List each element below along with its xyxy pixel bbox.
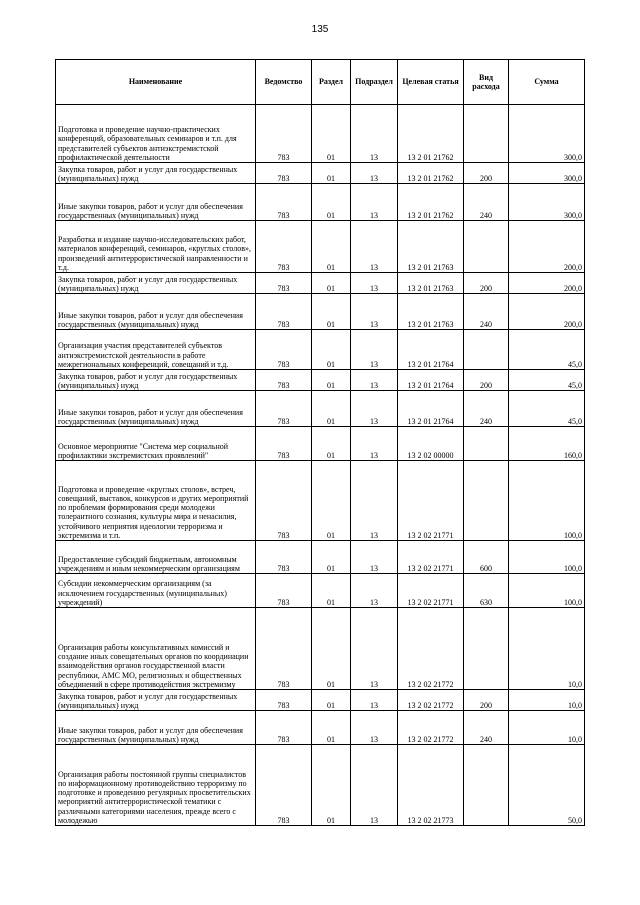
cell-name: Подготовка и проведение «круглых столов», встреч, совещаний, выставок, конкурсов и других мероприятий по проблемам формирования среди молодежи толерантного сознания, культуры мира и ненасилия, устойчивого неприятия идеологии терроризма и экстремизма и т.п. (56, 461, 256, 541)
cell-subsection: 13 (351, 574, 398, 608)
cell-target-article: 13 2 01 21762 (398, 105, 464, 163)
cell-name: Основное мероприятие "Система мер социальной профилактики экстремистских проявлений" (56, 427, 256, 461)
cell-section: 01 (312, 690, 351, 711)
cell-target-article: 13 2 01 21762 (398, 163, 464, 184)
cell-section: 01 (312, 461, 351, 541)
cell-expense-type (464, 745, 509, 826)
cell-section: 01 (312, 163, 351, 184)
cell-target-article: 13 2 02 21772 (398, 608, 464, 690)
cell-name: Иные закупки товаров, работ и услуг для обеспечения государственных (муниципальных) нужд (56, 711, 256, 745)
cell-target-article: 13 2 01 21764 (398, 391, 464, 427)
cell-amount: 200,0 (509, 221, 585, 273)
cell-section: 01 (312, 608, 351, 690)
table-row (56, 370, 585, 391)
cell-amount: 45,0 (509, 330, 585, 370)
cell-department: 783 (256, 105, 312, 163)
cell-target-article: 13 2 02 21771 (398, 541, 464, 574)
cell-name: Организация работы постоянной группы специалистов по информационному противодействию терроризму по подготовке и проведению регулярных просветительских мероприятий антитеррористической тематики с различными категориями населения, прежде всего с молодежью (56, 745, 256, 826)
cell-target-article: 13 2 01 21763 (398, 294, 464, 330)
cell-expense-type: 240 (464, 391, 509, 427)
cell-name: Организация участия представителей субъектов антиэкстремистской деятельности в работе межрегиональных конференций, совещаний и т.д. (56, 330, 256, 370)
cell-amount: 100,0 (509, 541, 585, 574)
cell-amount: 50,0 (509, 745, 585, 826)
header-target-article: Целевая статья (398, 60, 464, 105)
cell-amount: 100,0 (509, 461, 585, 541)
cell-section: 01 (312, 273, 351, 294)
header-amount: Сумма (509, 60, 585, 105)
cell-expense-type (464, 221, 509, 273)
cell-expense-type (464, 427, 509, 461)
cell-department: 783 (256, 370, 312, 391)
table-row (56, 163, 585, 184)
table-row (56, 184, 585, 221)
cell-subsection: 13 (351, 608, 398, 690)
table-row (56, 221, 585, 273)
cell-expense-type: 200 (464, 273, 509, 294)
cell-expense-type: 240 (464, 294, 509, 330)
cell-name: Иные закупки товаров, работ и услуг для обеспечения государственных (муниципальных) нужд (56, 294, 256, 330)
cell-name: Закупка товаров, работ и услуг для государственных (муниципальных) нужд (56, 690, 256, 711)
cell-section: 01 (312, 574, 351, 608)
table-row (56, 105, 585, 163)
cell-department: 783 (256, 163, 312, 184)
budget-table (55, 59, 585, 826)
cell-amount: 45,0 (509, 391, 585, 427)
cell-amount: 300,0 (509, 184, 585, 221)
cell-subsection: 13 (351, 370, 398, 391)
cell-expense-type (464, 105, 509, 163)
table-row (56, 690, 585, 711)
cell-target-article: 13 2 01 21763 (398, 221, 464, 273)
cell-amount: 10,0 (509, 608, 585, 690)
cell-section: 01 (312, 427, 351, 461)
cell-department: 783 (256, 294, 312, 330)
cell-name: Предоставление субсидий бюджетным, автономным учреждениям и иным некоммерческим организациям (56, 541, 256, 574)
cell-target-article: 13 2 01 21763 (398, 273, 464, 294)
table-row (56, 711, 585, 745)
cell-department: 783 (256, 690, 312, 711)
cell-subsection: 13 (351, 541, 398, 574)
cell-expense-type: 200 (464, 370, 509, 391)
cell-section: 01 (312, 330, 351, 370)
cell-target-article: 13 2 02 21772 (398, 711, 464, 745)
cell-subsection: 13 (351, 427, 398, 461)
cell-department: 783 (256, 574, 312, 608)
cell-expense-type (464, 330, 509, 370)
cell-expense-type (464, 608, 509, 690)
table-row (56, 574, 585, 608)
cell-department: 783 (256, 711, 312, 745)
cell-section: 01 (312, 745, 351, 826)
cell-name: Разработка и издание научно-исследовательских работ, материалов конференций, семинаров, «круглых столов», произведений антитеррористической направленности и т.д. (56, 221, 256, 273)
cell-name: Субсидии некоммерческим организациям (за исключением государственных (муниципальных) учреждений) (56, 574, 256, 608)
cell-name: Организация работы консультативных комиссий и создание иных совещательных органов по координации взаимодействия органов государственной власти республики, АМС МО, религиозных и общественных объединений в сфере противодействия экстремизму (56, 608, 256, 690)
cell-amount: 10,0 (509, 690, 585, 711)
cell-name: Иные закупки товаров, работ и услуг для обеспечения государственных (муниципальных) нужд (56, 184, 256, 221)
cell-name: Закупка товаров, работ и услуг для государственных (муниципальных) нужд (56, 163, 256, 184)
table-row (56, 273, 585, 294)
cell-amount: 10,0 (509, 711, 585, 745)
cell-department: 783 (256, 427, 312, 461)
cell-amount: 100,0 (509, 574, 585, 608)
cell-amount: 160,0 (509, 427, 585, 461)
cell-department: 783 (256, 273, 312, 294)
table-row (56, 461, 585, 541)
cell-department: 783 (256, 541, 312, 574)
cell-section: 01 (312, 105, 351, 163)
cell-section: 01 (312, 541, 351, 574)
table-header-row (56, 60, 585, 105)
cell-amount: 300,0 (509, 163, 585, 184)
cell-section: 01 (312, 391, 351, 427)
cell-target-article: 13 2 02 21772 (398, 690, 464, 711)
cell-section: 01 (312, 370, 351, 391)
cell-name: Подготовка и проведение научно-практических конференций, образовательных семинаров и т.п. для представителей субъектов антиэкстремистской профилактической деятельности (56, 105, 256, 163)
cell-department: 783 (256, 391, 312, 427)
cell-target-article: 13 2 02 21771 (398, 574, 464, 608)
cell-section: 01 (312, 294, 351, 330)
table-row (56, 427, 585, 461)
cell-subsection: 13 (351, 330, 398, 370)
cell-subsection: 13 (351, 163, 398, 184)
cell-subsection: 13 (351, 391, 398, 427)
table-row (56, 745, 585, 826)
cell-department: 783 (256, 184, 312, 221)
cell-section: 01 (312, 184, 351, 221)
cell-department: 783 (256, 745, 312, 826)
cell-subsection: 13 (351, 461, 398, 541)
header-section: Раздел (312, 60, 351, 105)
cell-expense-type: 240 (464, 184, 509, 221)
cell-subsection: 13 (351, 273, 398, 294)
cell-expense-type: 600 (464, 541, 509, 574)
header-expense-type: Вид расхода (464, 60, 509, 105)
page-number: 135 (311, 24, 329, 35)
header-department: Ведомство (256, 60, 312, 105)
cell-name: Иные закупки товаров, работ и услуг для обеспечения государственных (муниципальных) нужд (56, 391, 256, 427)
cell-target-article: 13 2 01 21764 (398, 370, 464, 391)
cell-expense-type: 200 (464, 690, 509, 711)
cell-amount: 200,0 (509, 294, 585, 330)
header-subsection: Подраздел (351, 60, 398, 105)
table-row (56, 330, 585, 370)
cell-subsection: 13 (351, 711, 398, 745)
cell-amount: 300,0 (509, 105, 585, 163)
cell-expense-type: 200 (464, 163, 509, 184)
cell-target-article: 13 2 02 21773 (398, 745, 464, 826)
cell-subsection: 13 (351, 690, 398, 711)
cell-subsection: 13 (351, 184, 398, 221)
table-row (56, 608, 585, 690)
cell-name: Закупка товаров, работ и услуг для государственных (муниципальных) нужд (56, 370, 256, 391)
cell-target-article: 13 2 01 21764 (398, 330, 464, 370)
cell-expense-type: 240 (464, 711, 509, 745)
cell-subsection: 13 (351, 105, 398, 163)
cell-department: 783 (256, 221, 312, 273)
cell-subsection: 13 (351, 745, 398, 826)
table-row (56, 541, 585, 574)
cell-section: 01 (312, 711, 351, 745)
cell-target-article: 13 2 01 21762 (398, 184, 464, 221)
header-name: Наименование (56, 60, 256, 105)
cell-subsection: 13 (351, 294, 398, 330)
table-row (56, 294, 585, 330)
cell-expense-type: 630 (464, 574, 509, 608)
cell-section: 01 (312, 221, 351, 273)
cell-department: 783 (256, 330, 312, 370)
cell-department: 783 (256, 461, 312, 541)
table-row (56, 391, 585, 427)
cell-amount: 200,0 (509, 273, 585, 294)
cell-subsection: 13 (351, 221, 398, 273)
cell-target-article: 13 2 02 00000 (398, 427, 464, 461)
cell-amount: 45,0 (509, 370, 585, 391)
cell-target-article: 13 2 02 21771 (398, 461, 464, 541)
cell-expense-type (464, 461, 509, 541)
cell-department: 783 (256, 608, 312, 690)
cell-name: Закупка товаров, работ и услуг для государственных (муниципальных) нужд (56, 273, 256, 294)
